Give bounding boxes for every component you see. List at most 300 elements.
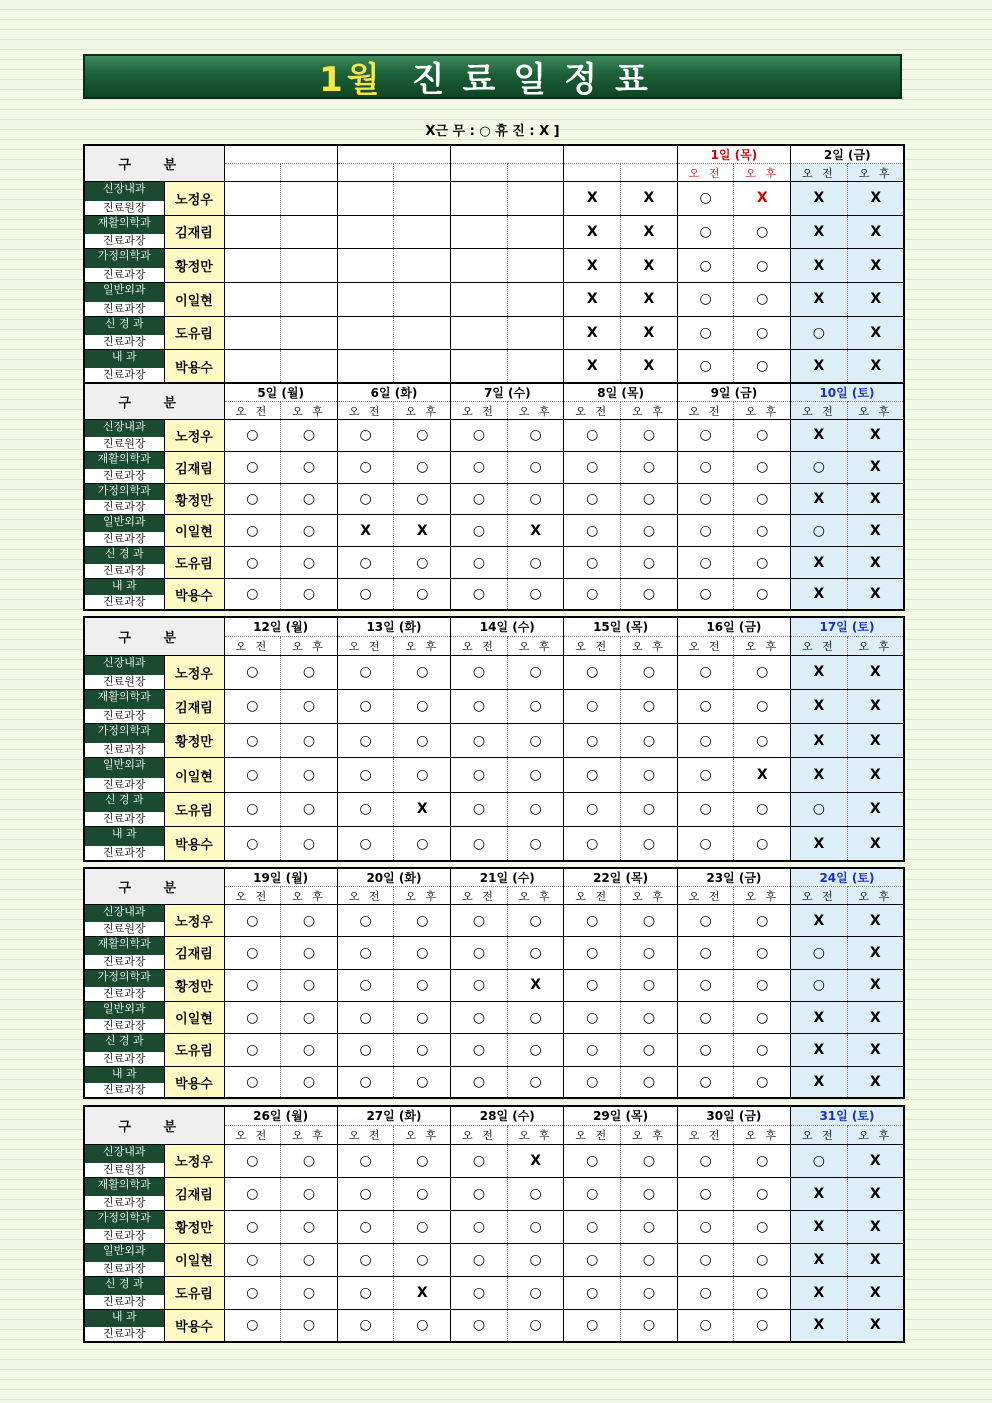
- am-label: 오 전: [564, 887, 621, 905]
- doctor-row: [84, 689, 904, 723]
- schedule-cell: [281, 316, 338, 350]
- day-header: 13일 (화): [337, 617, 450, 636]
- schedule-cell: ○: [394, 1309, 451, 1342]
- schedule-cell: ○: [564, 1034, 621, 1066]
- doctor-name: 박용수: [164, 1066, 224, 1098]
- schedule-cell: ○: [451, 1243, 508, 1276]
- schedule-cell: X: [791, 1066, 848, 1098]
- department-name: 일반외과: [102, 1243, 146, 1257]
- schedule-cell: ○: [394, 420, 451, 452]
- schedule-cell: ○: [224, 1276, 281, 1309]
- schedule-cell: ○: [451, 655, 508, 689]
- schedule-cell: [394, 316, 451, 350]
- position-title: 진료과장: [85, 234, 164, 248]
- schedule-cell: ○: [224, 655, 281, 689]
- pm-label: 오 후: [847, 636, 904, 655]
- schedule-cell: ○: [791, 1144, 848, 1177]
- department-cell: [84, 282, 164, 316]
- day-header: 24일 (토): [791, 868, 904, 887]
- schedule-cell: [394, 215, 451, 249]
- position-title: 진료원장: [85, 922, 164, 936]
- department-name: 일반외과: [102, 1001, 146, 1015]
- doctor-name: 이일현: [164, 1001, 224, 1033]
- department-cell: [84, 350, 164, 384]
- department-cell: [84, 937, 164, 969]
- schedule-cell: ○: [507, 420, 564, 452]
- schedule-cell: ○: [621, 1309, 678, 1342]
- schedule-cell: ○: [564, 758, 621, 792]
- schedule-cell: ○: [677, 1001, 734, 1033]
- schedule-cell: ○: [677, 655, 734, 689]
- schedule-cell: ○: [224, 758, 281, 792]
- schedule-cell: X: [394, 792, 451, 826]
- schedule-cell: ○: [394, 1210, 451, 1243]
- doctor-row: [84, 316, 904, 350]
- schedule-cell: ○: [621, 969, 678, 1001]
- department-name: 가정의학과: [97, 483, 151, 497]
- schedule-cell: X: [791, 182, 848, 216]
- schedule-cell: [224, 282, 281, 316]
- schedule-cell: ○: [337, 1309, 394, 1342]
- doctor-row: [84, 1177, 904, 1210]
- department-cell: [84, 451, 164, 483]
- schedule-cell: ○: [224, 937, 281, 969]
- department-cell: [84, 1001, 164, 1033]
- schedule-cell: ○: [281, 1276, 338, 1309]
- schedule-cell: ○: [281, 515, 338, 547]
- schedule-cell: X: [791, 758, 848, 792]
- doctor-row: [84, 758, 904, 792]
- schedule-cell: X: [791, 249, 848, 283]
- department-cell: [84, 515, 164, 547]
- day-header: 8일 (목): [564, 383, 677, 402]
- schedule-cell: ○: [394, 483, 451, 515]
- schedule-cell: ○: [394, 451, 451, 483]
- schedule-cell: X: [847, 1144, 904, 1177]
- doctor-name: 황정만: [164, 724, 224, 758]
- schedule-cell: ○: [734, 483, 791, 515]
- schedule-cell: ○: [621, 937, 678, 969]
- schedule-cell: [281, 282, 338, 316]
- schedule-cell: ○: [337, 1177, 394, 1210]
- schedule-cell: ○: [677, 758, 734, 792]
- schedule-cell: ○: [337, 579, 394, 611]
- schedule-cell: ○: [621, 1144, 678, 1177]
- schedule-cell: X: [847, 1243, 904, 1276]
- schedule-cell: ○: [451, 758, 508, 792]
- position-title: 진료과장: [85, 335, 164, 349]
- schedule-cell: ○: [507, 689, 564, 723]
- schedule-cell: ○: [337, 758, 394, 792]
- schedule-cell: X: [847, 937, 904, 969]
- schedule-cell: ○: [224, 547, 281, 579]
- schedule-cell: ○: [281, 827, 338, 861]
- schedule-cell: X: [847, 758, 904, 792]
- schedule-cell: ○: [677, 969, 734, 1001]
- doctor-name: 박용수: [164, 350, 224, 384]
- schedule-cell: X: [564, 282, 621, 316]
- schedule-cell: [224, 316, 281, 350]
- position-title: 진료과장: [85, 1196, 164, 1210]
- schedule-cell: ○: [451, 1276, 508, 1309]
- doctor-name: 김재림: [164, 937, 224, 969]
- schedule-cell: ○: [507, 1309, 564, 1342]
- schedule-cell: X: [847, 282, 904, 316]
- department-name: 신장내과: [102, 905, 146, 918]
- schedule-cell: X: [791, 1243, 848, 1276]
- schedule-table-week-5: [83, 1105, 905, 1343]
- schedule-cell: ○: [507, 1243, 564, 1276]
- schedule-cell: ○: [394, 1177, 451, 1210]
- schedule-cell: ○: [734, 1066, 791, 1098]
- pm-label: 오 후: [621, 636, 678, 655]
- schedule-cell: ○: [677, 316, 734, 350]
- schedule-cell: ○: [281, 579, 338, 611]
- schedule-cell: ○: [337, 969, 394, 1001]
- schedule-table-week-3: [83, 616, 905, 862]
- department-name: 신 경 과: [104, 1034, 144, 1048]
- day-header: 29일 (목): [564, 1106, 677, 1125]
- day-header: 23일 (금): [677, 868, 790, 887]
- schedule-cell: X: [507, 515, 564, 547]
- pm-label: 오 후: [734, 164, 791, 182]
- am-label: 오 전: [677, 887, 734, 905]
- gubun-header: 구 분: [84, 145, 224, 182]
- schedule-cell: X: [791, 215, 848, 249]
- schedule-cell: ○: [621, 905, 678, 937]
- day-header: 10일 (토): [791, 383, 904, 402]
- department-name: 재활의학과: [97, 937, 151, 951]
- schedule-cell: ○: [451, 1144, 508, 1177]
- schedule-cell: X: [564, 182, 621, 216]
- position-title: 진료과장: [85, 368, 164, 382]
- schedule-cell: ○: [677, 483, 734, 515]
- schedule-cell: ○: [281, 724, 338, 758]
- department-cell: [84, 1243, 164, 1276]
- am-label: 오 전: [791, 1125, 848, 1144]
- doctor-row: [84, 182, 904, 216]
- schedule-cell: ○: [791, 792, 848, 826]
- schedule-cell: X: [791, 1177, 848, 1210]
- schedule-cell: ○: [621, 420, 678, 452]
- day-header: 7일 (수): [451, 383, 564, 402]
- schedule-cell: X: [847, 1001, 904, 1033]
- schedule-cell: ○: [677, 249, 734, 283]
- schedule-cell: [451, 182, 508, 216]
- department-name: 가정의학과: [97, 249, 151, 263]
- schedule-cell: [337, 316, 394, 350]
- schedule-cell: ○: [281, 905, 338, 937]
- schedule-cell: ○: [507, 1210, 564, 1243]
- pm-label: 오 후: [394, 402, 451, 420]
- schedule-cell: ○: [564, 969, 621, 1001]
- schedule-cell: ○: [734, 905, 791, 937]
- schedule-cell: ○: [621, 724, 678, 758]
- schedule-cell: [281, 249, 338, 283]
- position-title: 진료원장: [85, 1163, 164, 1177]
- am-label: 오 전: [224, 636, 281, 655]
- position-title: 진료과장: [85, 500, 164, 514]
- day-header: 28일 (수): [451, 1106, 564, 1125]
- doctor-row: [84, 1309, 904, 1342]
- schedule-cell: ○: [621, 827, 678, 861]
- am-label: 오 전: [224, 402, 281, 420]
- pm-label: 오 후: [847, 887, 904, 905]
- am-label: 오 전: [337, 1125, 394, 1144]
- schedule-cell: X: [847, 451, 904, 483]
- am-label: 오 전: [677, 636, 734, 655]
- schedule-cell: X: [791, 282, 848, 316]
- schedule-cell: ○: [734, 827, 791, 861]
- schedule-cell: ○: [677, 1276, 734, 1309]
- doctor-name: 이일현: [164, 758, 224, 792]
- doctor-name: 김재림: [164, 1177, 224, 1210]
- department-name: 내 과: [111, 1066, 137, 1080]
- schedule-cell: [451, 282, 508, 316]
- pm-label: 오 후: [281, 887, 338, 905]
- schedule-cell: ○: [451, 905, 508, 937]
- schedule-cell: [507, 282, 564, 316]
- position-title: 진료과장: [85, 1083, 164, 1097]
- schedule-cell: ○: [564, 827, 621, 861]
- schedule-cell: ○: [337, 724, 394, 758]
- department-name: 내 과: [111, 1309, 137, 1323]
- doctor-name: 김재림: [164, 689, 224, 723]
- doctor-row: [84, 905, 904, 937]
- schedule-cell: ○: [677, 1066, 734, 1098]
- schedule-cell: ○: [337, 547, 394, 579]
- gubun-header: 구 분: [84, 617, 224, 655]
- schedule-cell: ○: [451, 1309, 508, 1342]
- doctor-name: 도유림: [164, 1276, 224, 1309]
- schedule-cell: X: [564, 215, 621, 249]
- schedule-cell: ○: [677, 579, 734, 611]
- schedule-cell: ○: [677, 1210, 734, 1243]
- schedule-cell: ○: [677, 215, 734, 249]
- doctor-row: [84, 827, 904, 861]
- schedule-cell: ○: [677, 1144, 734, 1177]
- day-header-empty: [451, 145, 564, 164]
- day-header: 1일 (목): [677, 145, 790, 164]
- ampm-empty: [337, 164, 394, 182]
- day-header: 20일 (화): [337, 868, 450, 887]
- schedule-cell: ○: [677, 547, 734, 579]
- schedule-cell: X: [791, 724, 848, 758]
- doctor-row: [84, 1243, 904, 1276]
- department-name: 일반외과: [102, 282, 146, 296]
- schedule-cell: [507, 350, 564, 384]
- department-name: 내 과: [111, 350, 137, 364]
- schedule-cell: ○: [507, 547, 564, 579]
- schedule-cell: ○: [394, 1001, 451, 1033]
- department-cell: [84, 969, 164, 1001]
- schedule-cell: ○: [734, 1001, 791, 1033]
- day-header: 9일 (금): [677, 383, 790, 402]
- doctor-row: [84, 282, 904, 316]
- schedule-cell: ○: [281, 689, 338, 723]
- schedule-cell: X: [847, 215, 904, 249]
- schedule-cell: X: [394, 1276, 451, 1309]
- schedule-cell: X: [791, 1210, 848, 1243]
- schedule-cell: ○: [337, 937, 394, 969]
- day-header-row: [84, 868, 904, 887]
- doctor-row: [84, 249, 904, 283]
- doctor-name: 박용수: [164, 1309, 224, 1342]
- day-header: 14일 (수): [451, 617, 564, 636]
- schedule-cell: X: [847, 1309, 904, 1342]
- doctor-name: 도유림: [164, 316, 224, 350]
- department-cell: [84, 905, 164, 937]
- schedule-cell: X: [847, 579, 904, 611]
- schedule-cell: X: [847, 689, 904, 723]
- ampm-empty: [451, 164, 508, 182]
- schedule-cell: [507, 249, 564, 283]
- schedule-cell: ○: [224, 724, 281, 758]
- schedule-cell: ○: [337, 1034, 394, 1066]
- schedule-cell: ○: [677, 827, 734, 861]
- schedule-cell: ○: [224, 1309, 281, 1342]
- schedule-cell: ○: [337, 1144, 394, 1177]
- schedule-cell: ○: [564, 1243, 621, 1276]
- position-title: 진료과장: [85, 709, 164, 723]
- am-label: 오 전: [451, 636, 508, 655]
- schedule-cell: ○: [451, 451, 508, 483]
- position-title: 진료과장: [85, 778, 164, 792]
- pm-label: 오 후: [281, 636, 338, 655]
- schedule-cell: ○: [734, 515, 791, 547]
- schedule-table-week-1: [83, 144, 905, 384]
- schedule-cell: ○: [507, 937, 564, 969]
- schedule-cell: X: [847, 792, 904, 826]
- department-cell: [84, 249, 164, 283]
- department-name: 내 과: [111, 579, 137, 593]
- department-name: 신 경 과: [104, 792, 144, 806]
- schedule-cell: ○: [394, 689, 451, 723]
- schedule-cell: ○: [224, 827, 281, 861]
- doctor-row: [84, 655, 904, 689]
- schedule-cell: ○: [451, 1001, 508, 1033]
- schedule-cell: ○: [734, 969, 791, 1001]
- schedule-cell: ○: [451, 1034, 508, 1066]
- schedule-cell: ○: [621, 655, 678, 689]
- ampm-empty: [507, 164, 564, 182]
- schedule-cell: ○: [394, 547, 451, 579]
- day-header: 19일 (월): [224, 868, 337, 887]
- schedule-cell: ○: [224, 579, 281, 611]
- schedule-cell: ○: [564, 1276, 621, 1309]
- schedule-cell: ○: [564, 483, 621, 515]
- schedule-cell: ○: [621, 1177, 678, 1210]
- schedule-cell: ○: [394, 1066, 451, 1098]
- department-name: 일반외과: [102, 515, 146, 529]
- am-label: 오 전: [451, 887, 508, 905]
- department-name: 신장내과: [102, 182, 146, 195]
- department-cell: [84, 579, 164, 611]
- schedule-cell: ○: [791, 451, 848, 483]
- schedule-cell: X: [791, 1001, 848, 1033]
- schedule-cell: ○: [224, 689, 281, 723]
- schedule-cell: ○: [337, 792, 394, 826]
- schedule-cell: ○: [621, 515, 678, 547]
- schedule-cell: X: [564, 350, 621, 384]
- pm-label: 오 후: [507, 636, 564, 655]
- schedule-cell: ○: [734, 282, 791, 316]
- ampm-empty: [621, 164, 678, 182]
- schedule-cell: ○: [337, 1243, 394, 1276]
- day-header-row: [84, 383, 904, 402]
- schedule-cell: X: [847, 827, 904, 861]
- position-title: 진료과장: [85, 846, 164, 860]
- schedule-cell: [507, 182, 564, 216]
- schedule-cell: ○: [337, 1276, 394, 1309]
- department-name: 재활의학과: [97, 451, 151, 465]
- department-cell: [84, 547, 164, 579]
- schedule-cell: X: [847, 249, 904, 283]
- pm-label: 오 후: [281, 1125, 338, 1144]
- schedule-cell: ○: [224, 1243, 281, 1276]
- schedule-cell: ○: [507, 483, 564, 515]
- am-label: 오 전: [677, 164, 734, 182]
- schedule-cell: ○: [677, 420, 734, 452]
- schedule-cell: ○: [224, 969, 281, 1001]
- doctor-name: 노정우: [164, 905, 224, 937]
- schedule-cell: [337, 182, 394, 216]
- schedule-cell: ○: [507, 1001, 564, 1033]
- am-label: 오 전: [791, 402, 848, 420]
- schedule-cell: X: [621, 215, 678, 249]
- schedule-cell: ○: [621, 1001, 678, 1033]
- schedule-cell: [451, 249, 508, 283]
- doctor-row: [84, 579, 904, 611]
- schedule-cell: [507, 316, 564, 350]
- schedule-cell: X: [734, 182, 791, 216]
- ampm-empty: [564, 164, 621, 182]
- schedule-cell: ○: [564, 1177, 621, 1210]
- schedule-cell: X: [621, 249, 678, 283]
- am-label: 오 전: [337, 636, 394, 655]
- day-header-empty: [224, 145, 337, 164]
- doctor-row: [84, 515, 904, 547]
- schedule-cell: X: [847, 182, 904, 216]
- gubun-header: 구 분: [84, 868, 224, 905]
- schedule-cell: ○: [281, 483, 338, 515]
- schedule-cell: [281, 182, 338, 216]
- day-header: 31일 (토): [791, 1106, 904, 1125]
- am-label: 오 전: [564, 402, 621, 420]
- schedule-cell: ○: [734, 655, 791, 689]
- pm-label: 오 후: [734, 1125, 791, 1144]
- schedule-cell: ○: [564, 420, 621, 452]
- schedule-cell: ○: [337, 1066, 394, 1098]
- pm-label: 오 후: [507, 1125, 564, 1144]
- doctor-name: 도유림: [164, 547, 224, 579]
- schedule-cell: ○: [734, 1144, 791, 1177]
- schedule-cell: ○: [507, 1177, 564, 1210]
- department-name: 일반외과: [102, 758, 146, 772]
- schedule-cell: ○: [677, 1177, 734, 1210]
- pm-label: 오 후: [621, 1125, 678, 1144]
- schedule-cell: ○: [564, 1066, 621, 1098]
- doctor-row: [84, 483, 904, 515]
- position-title: 진료과장: [85, 532, 164, 546]
- schedule-cell: X: [734, 758, 791, 792]
- pm-label: 오 후: [621, 887, 678, 905]
- department-cell: [84, 316, 164, 350]
- schedule-cell: [224, 249, 281, 283]
- schedule-cell: ○: [621, 579, 678, 611]
- schedule-cell: ○: [677, 182, 734, 216]
- doctor-name: 노정우: [164, 182, 224, 216]
